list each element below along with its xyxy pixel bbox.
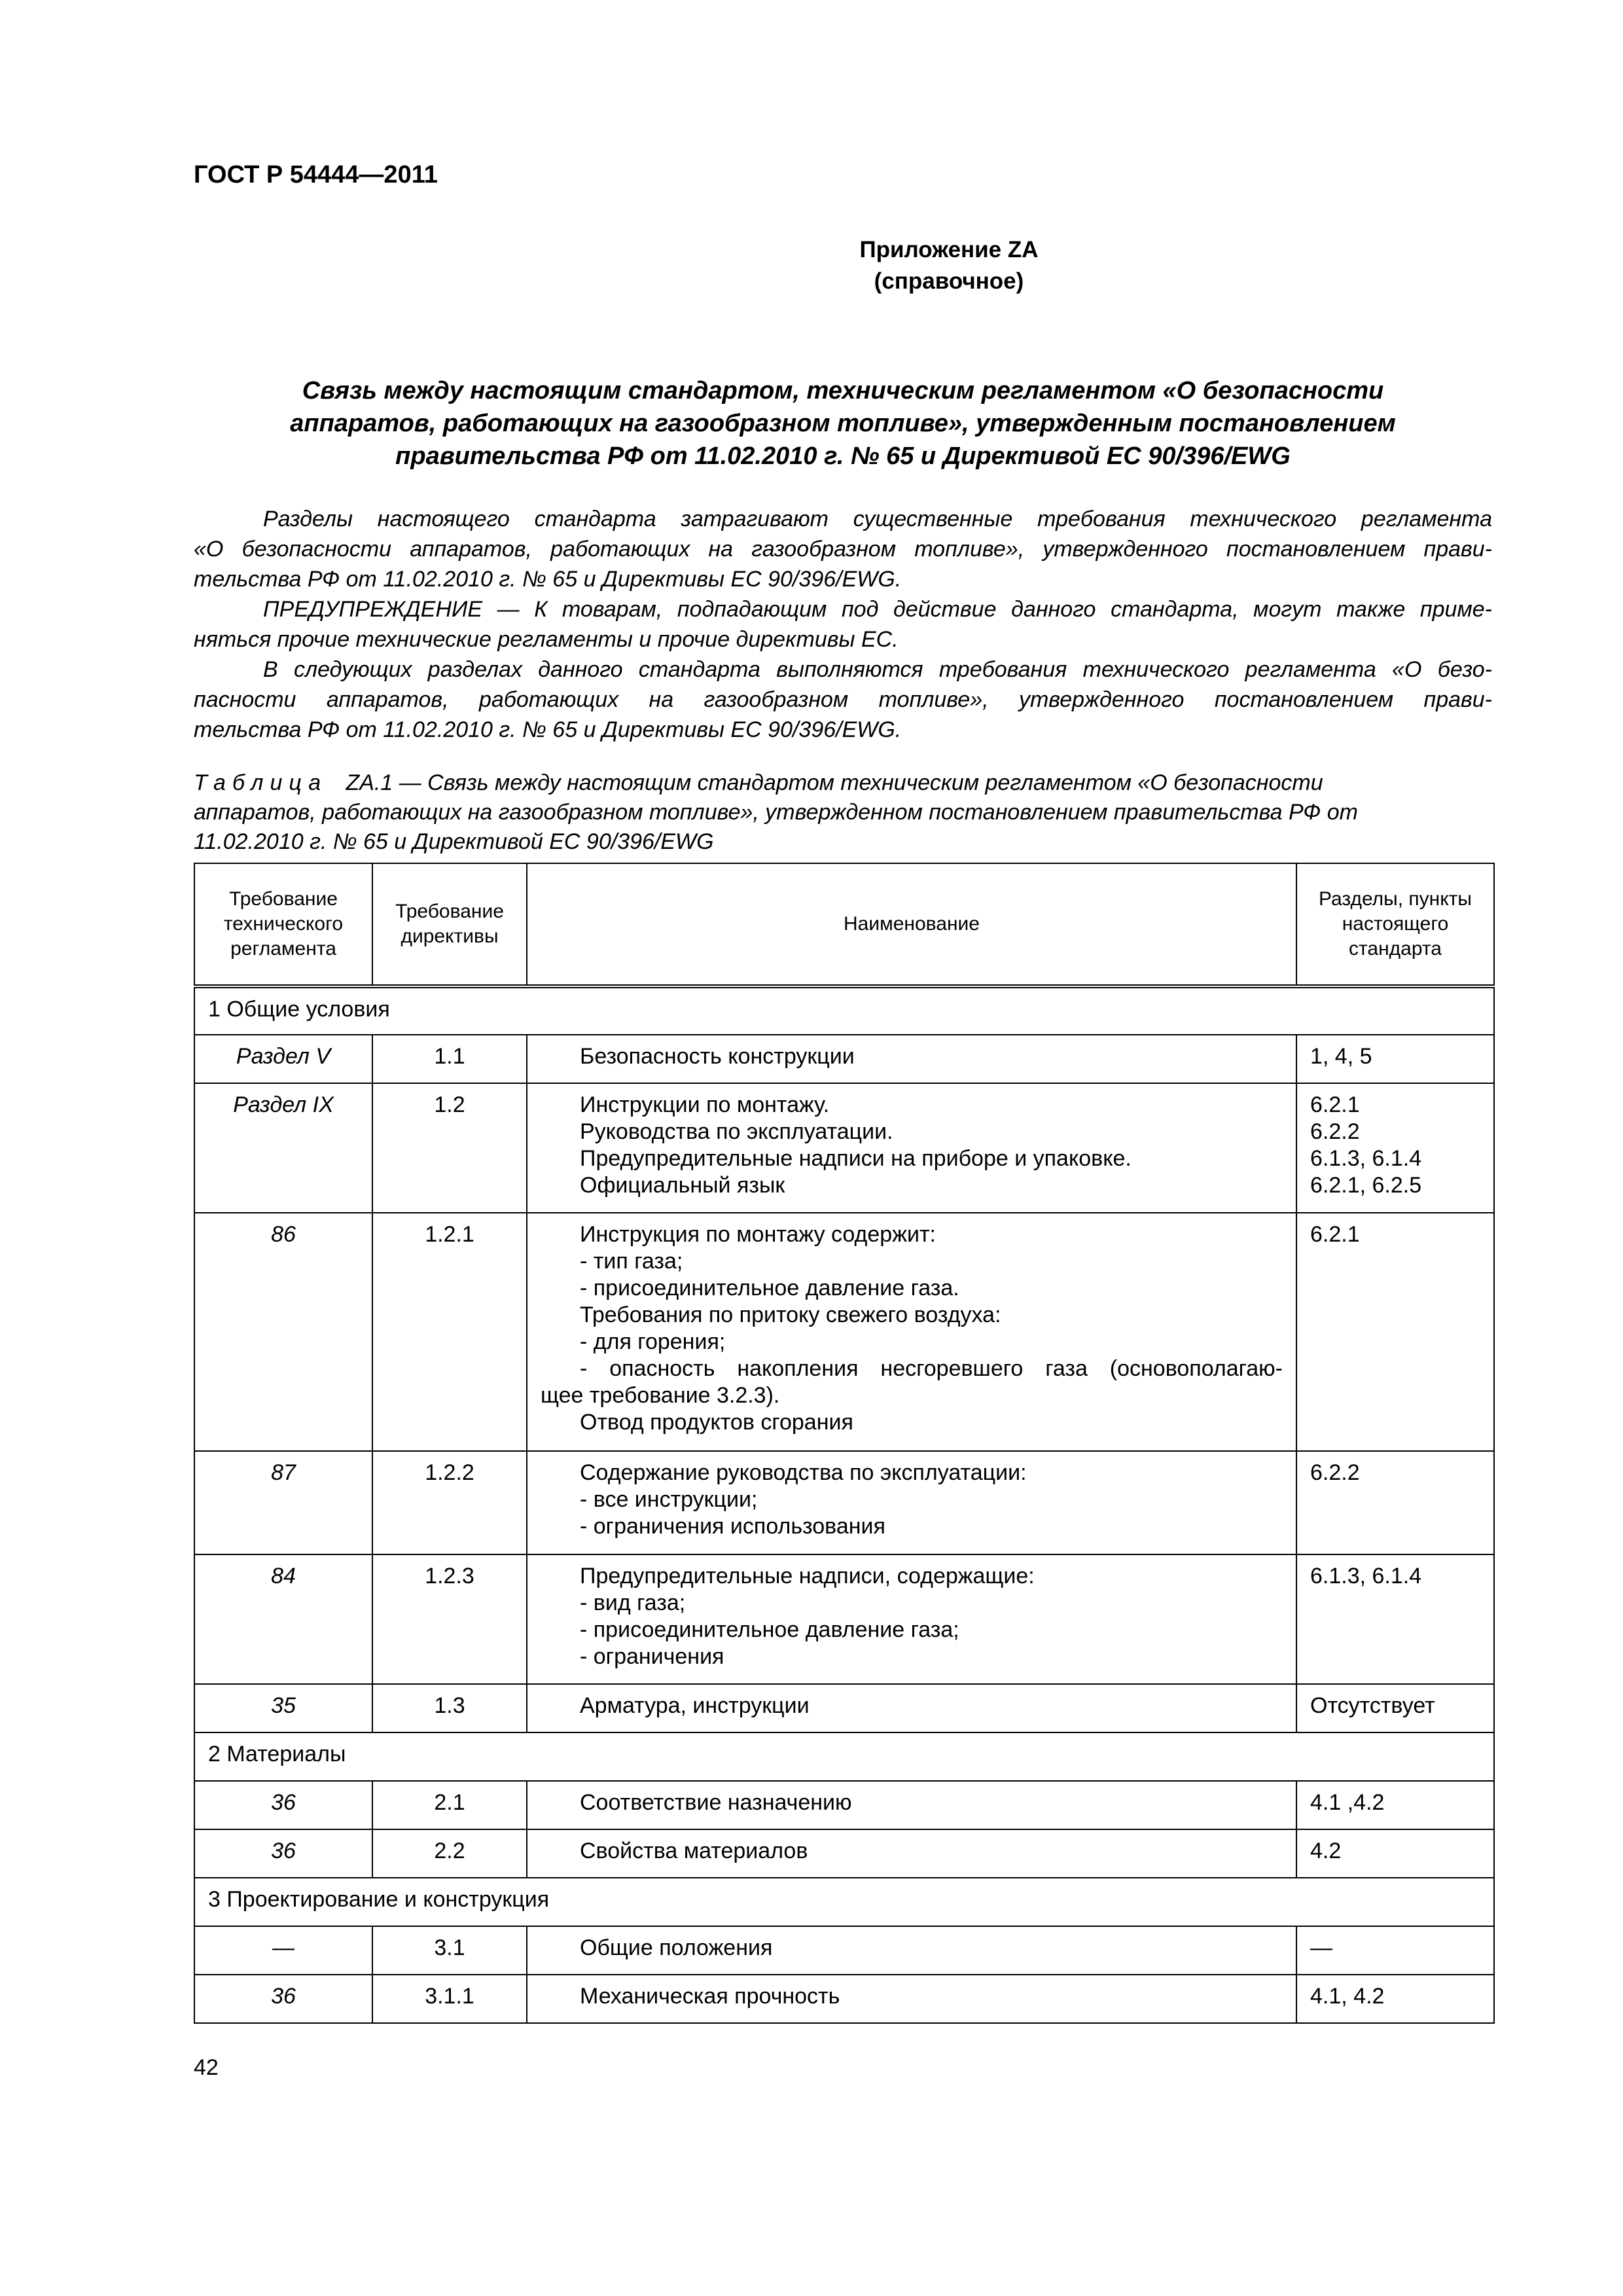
clause-line: 6.1.3, 6.1.4 — [1310, 1564, 1422, 1588]
table-caption-label: Таблица — [194, 770, 328, 795]
directive-requirement-cell: 2.2 — [372, 1829, 527, 1878]
standard-clauses-cell — [1296, 1781, 1494, 1829]
name-line: Требования по притоку свежего воздуха: — [580, 1302, 1001, 1327]
heading-line: правительства РФ от 11.02.2010 г. № 65 и Директивой ЕС 90/396/EWG — [395, 442, 1291, 470]
directive-requirement-cell: 1.2 — [372, 1083, 527, 1213]
table-caption — [194, 768, 1492, 857]
name-cell — [527, 1684, 1296, 1732]
table-body — [194, 986, 1494, 2023]
clause-line: 6.2.2 — [1310, 1460, 1360, 1485]
name-line: Свойства материалов — [580, 1839, 808, 1863]
standard-clauses-cell — [1296, 1451, 1494, 1554]
table-row — [194, 1213, 1494, 1451]
section-title: 3 Проектирование и конструкция — [194, 1878, 1494, 1926]
name-line: Безопасность конструкции — [580, 1044, 855, 1069]
name-line: Арматура, инструкции — [580, 1693, 810, 1718]
name-cell — [527, 1829, 1296, 1878]
table-section-row — [194, 1732, 1494, 1781]
table-row — [194, 1926, 1494, 1975]
table-section-row — [194, 1878, 1494, 1926]
regulation-requirement-cell: 87 — [194, 1451, 372, 1554]
regulation-requirement-cell: 84 — [194, 1554, 372, 1684]
name-line: - ограничения использования — [580, 1514, 885, 1539]
intro-text — [194, 504, 1492, 745]
appendix-header — [654, 234, 1243, 297]
table-caption-line: аппаратов, работающих на газообразном топливе», утвержденном постановлением правительства РФ от — [194, 800, 1358, 825]
intro-line: «О безопасности аппаратов, работающих на газообразном топливе», утвержденного постановлением прави- — [194, 537, 1492, 562]
name-line: - присоединительное давление газа; — [580, 1617, 959, 1642]
section-title: 2 Материалы — [194, 1732, 1494, 1781]
directive-requirement-cell: 1.1 — [372, 1035, 527, 1083]
standard-clauses-cell — [1296, 1975, 1494, 2023]
clause-line: 4.2 — [1310, 1839, 1342, 1863]
clause-line: 6.2.1 — [1310, 1222, 1360, 1247]
name-cell — [527, 1781, 1296, 1829]
name-cell — [527, 1083, 1296, 1213]
clause-line: 6.2.1 — [1310, 1092, 1360, 1117]
name-line: щее требование 3.2.3). — [541, 1383, 780, 1408]
name-cell — [527, 1926, 1296, 1975]
directive-requirement-cell: 1.2.3 — [372, 1554, 527, 1684]
regulation-requirement-cell: 36 — [194, 1975, 372, 2023]
name-line: - для горения; — [580, 1329, 726, 1354]
standard-clauses-cell — [1296, 1213, 1494, 1451]
clause-line: 6.2.2 — [1310, 1119, 1360, 1144]
table-row — [194, 1554, 1494, 1684]
table-row — [194, 1975, 1494, 2023]
heading-line: Связь между настоящим стандартом, техническим регламентом «О безопасности — [302, 377, 1384, 404]
name-line: - опасность накопления несгоревшего газа (основополагаю- — [580, 1356, 1283, 1381]
name-cell — [527, 1213, 1296, 1451]
directive-requirement-cell: 1.3 — [372, 1684, 527, 1732]
appendix-title: Приложение ZA — [859, 237, 1039, 262]
regulation-requirement-cell: 36 — [194, 1781, 372, 1829]
column-header: Требование технического регламента — [194, 863, 372, 986]
intro-line: ПРЕДУПРЕЖДЕНИЕ — К товарам, подпадающим под действие данного стандарта, могут также приме- — [263, 597, 1492, 622]
standard-clauses-cell — [1296, 1829, 1494, 1878]
name-line: - присоединительное давление газа. — [580, 1276, 959, 1300]
name-line: - тип газа; — [580, 1249, 683, 1274]
table-row — [194, 1684, 1494, 1732]
name-line: Руководства по эксплуатации. — [580, 1119, 893, 1144]
name-cell — [527, 1975, 1296, 2023]
document-code: ГОСТ Р 54444—2011 — [194, 161, 438, 188]
table-row — [194, 1083, 1494, 1213]
standard-clauses-cell — [1296, 1083, 1494, 1213]
intro-line: пасности аппаратов, работающих на газообразном топливе», утвержденного постановлением прави- — [194, 687, 1492, 712]
table-row — [194, 1781, 1494, 1829]
table-row — [194, 1829, 1494, 1878]
name-line: Предупредительные надписи, содержащие: — [580, 1564, 1035, 1588]
name-line: - ограничения — [580, 1644, 724, 1669]
table-row — [194, 1035, 1494, 1083]
name-line: - все инструкции; — [580, 1487, 758, 1512]
intro-line: Разделы настоящего стандарта затрагивают существенные требования технического регламента — [263, 507, 1492, 531]
heading-line: аппаратов, работающих на газообразном топливе», утвержденным постановлением — [290, 410, 1396, 437]
clause-line: 6.2.1, 6.2.5 — [1310, 1173, 1422, 1198]
name-line: Содержание руководства по эксплуатации: — [580, 1460, 1027, 1485]
section-title: 1 Общие условия — [194, 986, 1494, 1035]
directive-requirement-cell: 1.2.2 — [372, 1451, 527, 1554]
regulation-requirement-cell: 86 — [194, 1213, 372, 1451]
intro-line: В следующих разделах данного стандарта выполняются требования технического регламента «О безо- — [263, 657, 1492, 682]
regulation-requirement-cell: Раздел V — [194, 1035, 372, 1083]
table-row — [194, 1451, 1494, 1554]
appendix-status: (справочное) — [874, 268, 1024, 294]
appendix-heading — [194, 374, 1492, 473]
regulation-requirement-cell: — — [194, 1926, 372, 1975]
name-line: Официальный язык — [580, 1173, 785, 1198]
clause-line: 4.1, 4.2 — [1310, 1984, 1385, 2009]
name-cell — [527, 1451, 1296, 1554]
name-line: Инструкции по монтажу. — [580, 1092, 830, 1117]
regulation-requirement-cell: 36 — [194, 1829, 372, 1878]
regulation-requirement-cell: Раздел IX — [194, 1083, 372, 1213]
table-caption-line: 11.02.2010 г. № 65 и Директивой ЕС 90/396/EWG — [194, 829, 714, 854]
name-cell — [527, 1035, 1296, 1083]
name-line: - вид газа; — [580, 1590, 686, 1615]
standard-clauses-cell — [1296, 1554, 1494, 1684]
directive-requirement-cell: 2.1 — [372, 1781, 527, 1829]
intro-line: тельства РФ от 11.02.2010 г. № 65 и Директивы ЕС 90/396/EWG. — [194, 567, 902, 592]
name-line: Общие положения — [580, 1935, 773, 1960]
table-section-row — [194, 986, 1494, 1035]
name-line: Отвод продуктов сгорания — [580, 1410, 853, 1435]
directive-requirement-cell: 3.1.1 — [372, 1975, 527, 2023]
clause-line: 4.1 ,4.2 — [1310, 1790, 1385, 1815]
table-caption-line: ZA.1 — Связь между настоящим стандартом техническим регламентом «О безопасности — [346, 770, 1323, 795]
clause-line: 6.1.3, 6.1.4 — [1310, 1146, 1422, 1171]
intro-line: няться прочие технические регламенты и прочие директивы ЕС. — [194, 627, 899, 652]
page-number: 42 — [194, 2055, 219, 2080]
regulation-requirement-cell: 35 — [194, 1684, 372, 1732]
column-header: Наименование — [527, 863, 1296, 986]
clause-line: Отсутствует — [1310, 1693, 1435, 1718]
name-line: Механическая прочность — [580, 1984, 840, 2009]
clause-line: 1, 4, 5 — [1310, 1044, 1372, 1069]
column-header: Требование директивы — [372, 863, 527, 986]
intro-line: тельства РФ от 11.02.2010 г. № 65 и Директивы ЕС 90/396/EWG. — [194, 717, 902, 742]
standard-clauses-cell — [1296, 1926, 1494, 1975]
name-cell — [527, 1554, 1296, 1684]
standard-clauses-cell — [1296, 1684, 1494, 1732]
column-header: Разделы, пункты настоящего стандарта — [1296, 863, 1494, 986]
standard-clauses-cell — [1296, 1035, 1494, 1083]
name-line: Соответствие назначению — [580, 1790, 852, 1815]
name-line: Предупредительные надписи на приборе и упаковке. — [580, 1146, 1132, 1171]
name-line: Инструкция по монтажу содержит: — [580, 1222, 936, 1247]
directive-requirement-cell: 1.2.1 — [372, 1213, 527, 1451]
clause-line: — — [1310, 1935, 1332, 1960]
table-header-row — [194, 863, 1494, 986]
correspondence-table — [194, 863, 1495, 2024]
directive-requirement-cell: 3.1 — [372, 1926, 527, 1975]
